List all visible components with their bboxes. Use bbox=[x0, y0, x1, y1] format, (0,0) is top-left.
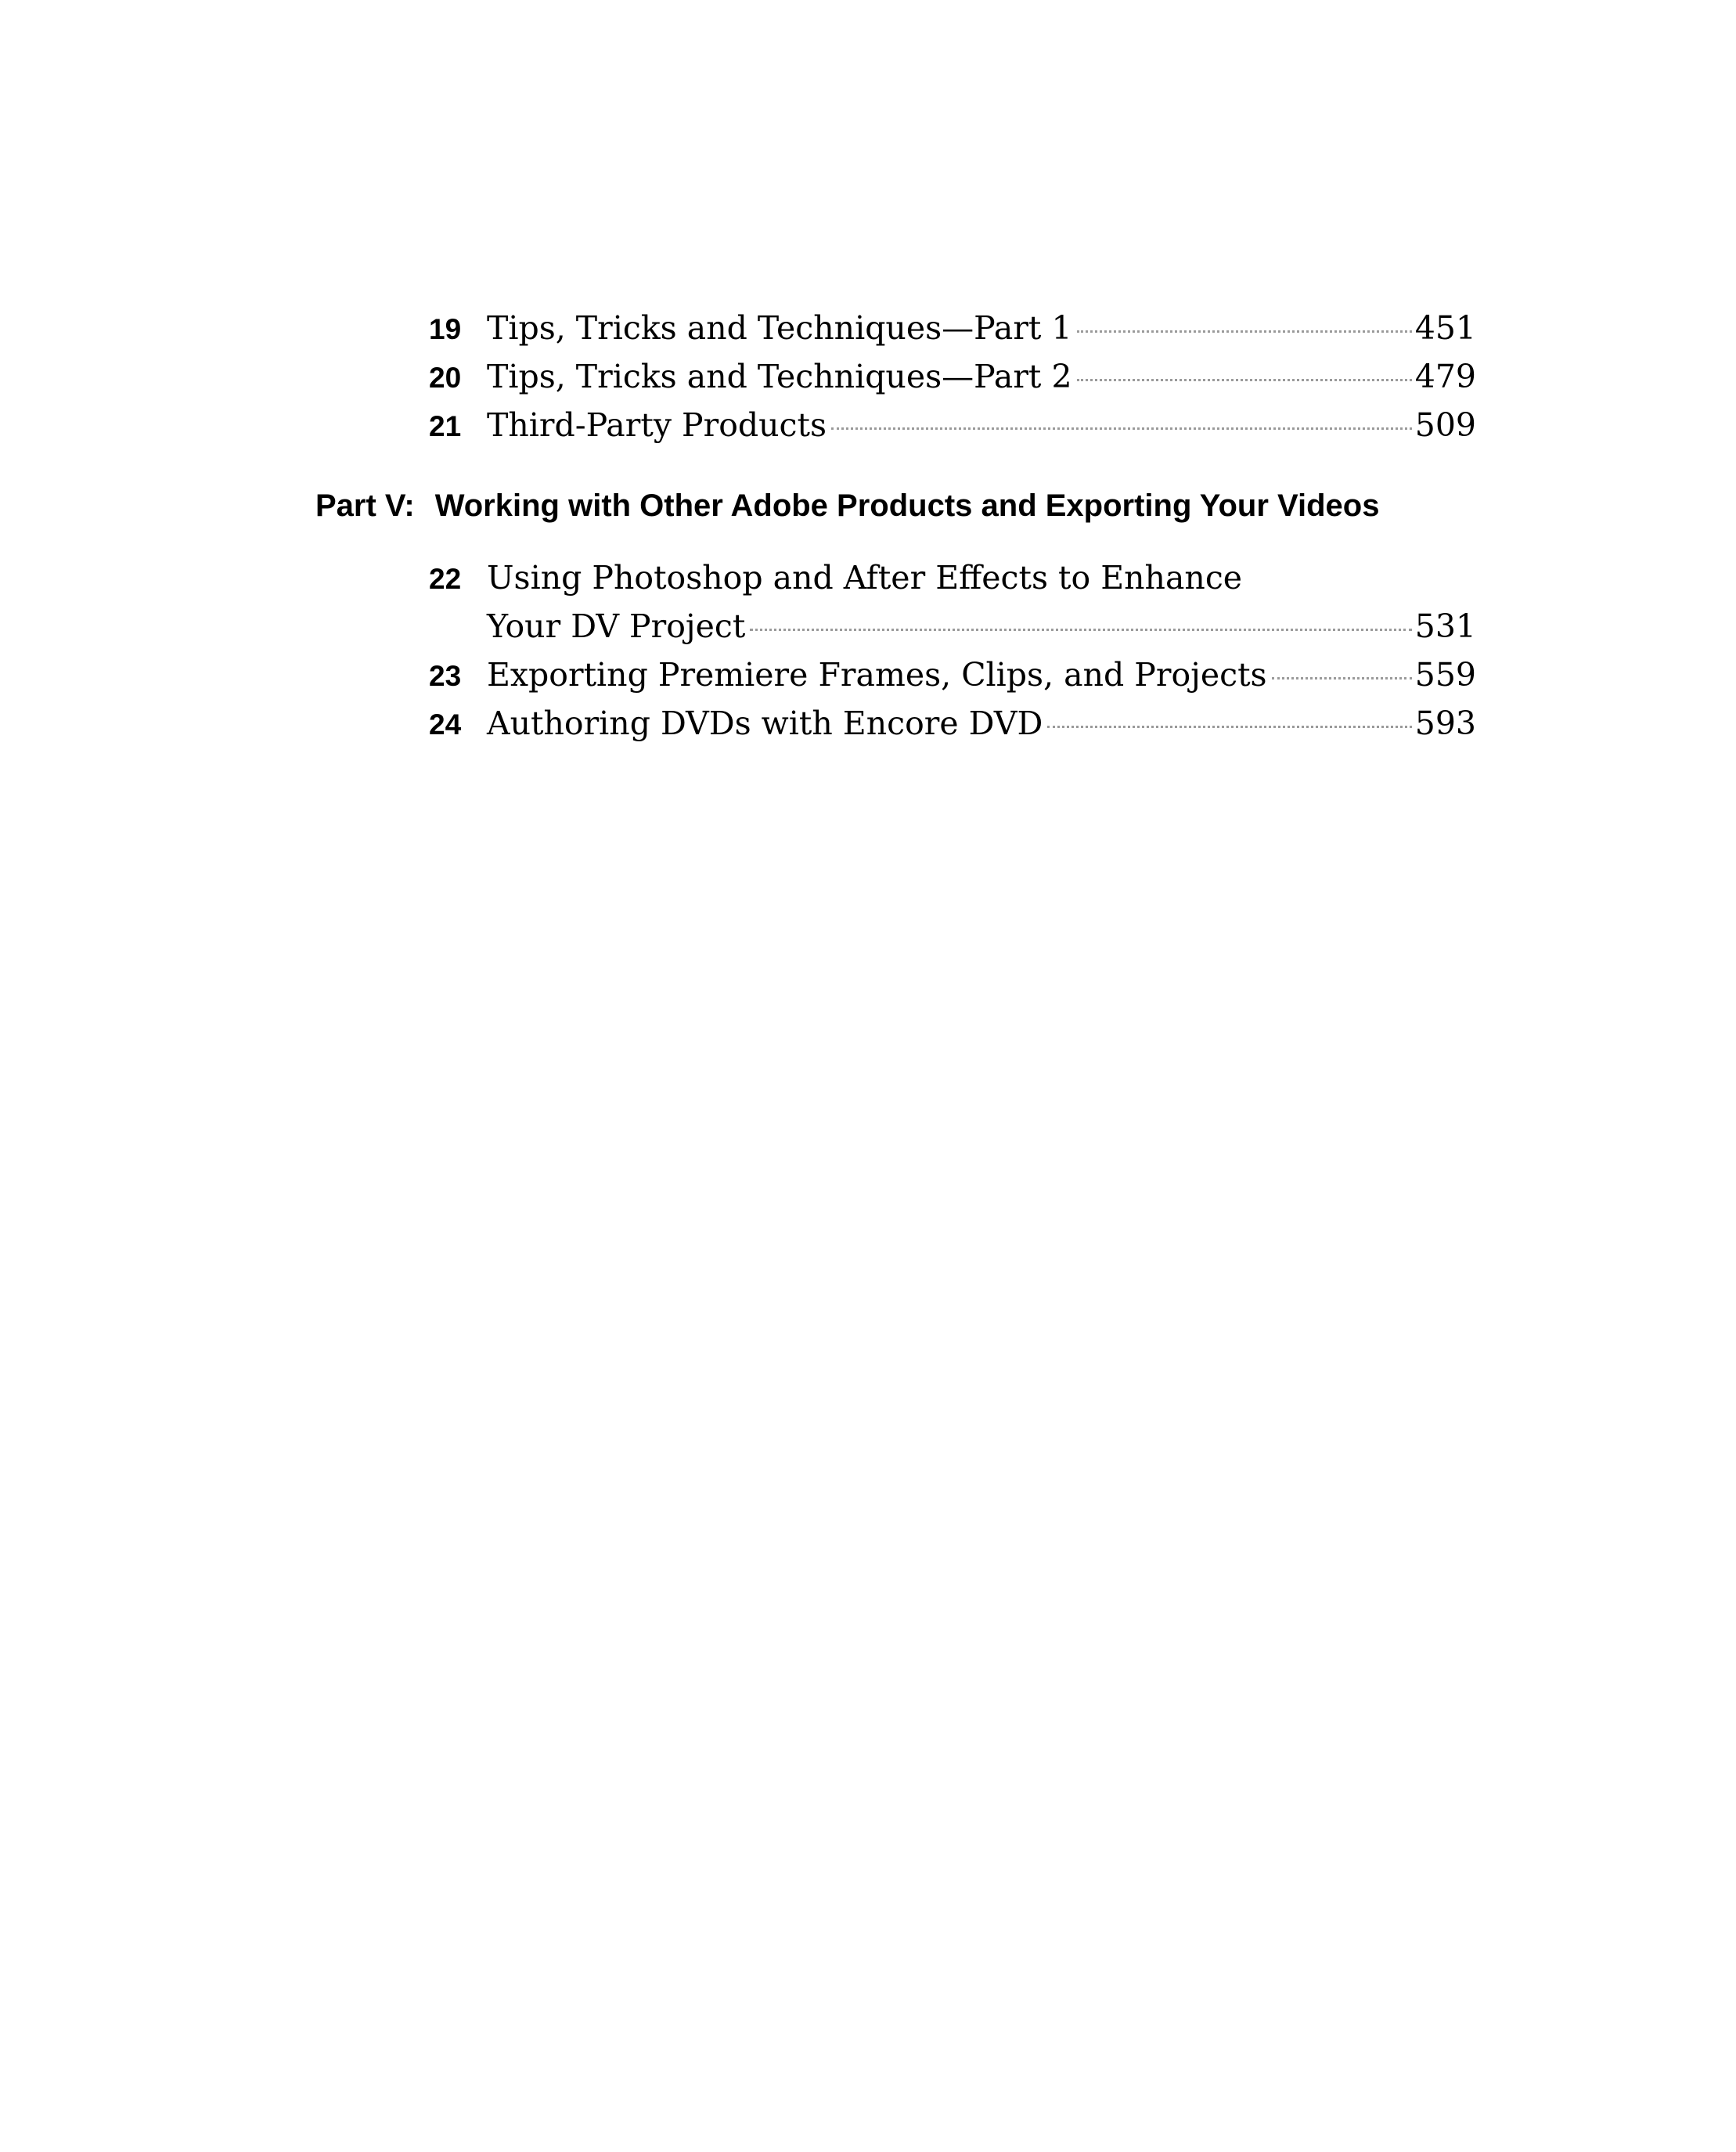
chapter-number: 24 bbox=[429, 708, 462, 741]
toc-entry-22[interactable] bbox=[429, 553, 1476, 602]
chapter-title-line1: Using Photoshop and After Effects to Enhance bbox=[487, 559, 1243, 597]
chapter-number: 23 bbox=[429, 660, 462, 692]
chapter-number: 20 bbox=[429, 362, 462, 394]
dot-leader bbox=[1047, 726, 1411, 728]
part-heading[interactable] bbox=[315, 488, 1379, 524]
page-number: 451 bbox=[1414, 309, 1476, 347]
dot-leader bbox=[1077, 379, 1412, 381]
chapter-number: 19 bbox=[429, 313, 462, 345]
part-title: Working with Other Adobe Products and Exporting Your Videos bbox=[434, 488, 1380, 523]
chapter-title: Exporting Premiere Frames, Clips, and Projects bbox=[487, 656, 1267, 694]
part-label: Part V: bbox=[315, 488, 415, 523]
chapter-title: Tips, Tricks and Techniques—Part 2 bbox=[487, 358, 1072, 395]
chapter-number: 22 bbox=[429, 563, 462, 595]
page-number: 593 bbox=[1414, 705, 1476, 742]
toc-entry-24[interactable] bbox=[429, 699, 1476, 748]
page-number: 479 bbox=[1414, 358, 1476, 395]
chapter-title: Third-Party Products bbox=[487, 406, 827, 444]
toc-entry-19[interactable] bbox=[429, 304, 1476, 352]
toc-entry-21[interactable] bbox=[429, 401, 1476, 449]
page-number: 509 bbox=[1414, 406, 1476, 444]
toc-entry-23[interactable] bbox=[429, 651, 1476, 699]
page-number: 531 bbox=[1414, 607, 1476, 645]
toc-entry-20[interactable] bbox=[429, 352, 1476, 401]
dot-leader bbox=[831, 427, 1412, 430]
chapter-title: Authoring DVDs with Encore DVD bbox=[487, 705, 1043, 742]
page-number: 559 bbox=[1414, 656, 1476, 694]
dot-leader bbox=[1077, 330, 1412, 333]
toc-entry-22-continued[interactable] bbox=[429, 602, 1476, 651]
chapter-list-part-v bbox=[429, 553, 1476, 748]
chapter-list-part-iv bbox=[429, 304, 1476, 449]
chapter-number: 21 bbox=[429, 410, 462, 442]
dot-leader bbox=[1272, 677, 1412, 679]
dot-leader bbox=[750, 629, 1411, 631]
chapter-title-line2: Your DV Project bbox=[487, 607, 746, 645]
chapter-title: Tips, Tricks and Techniques—Part 1 bbox=[487, 309, 1072, 347]
